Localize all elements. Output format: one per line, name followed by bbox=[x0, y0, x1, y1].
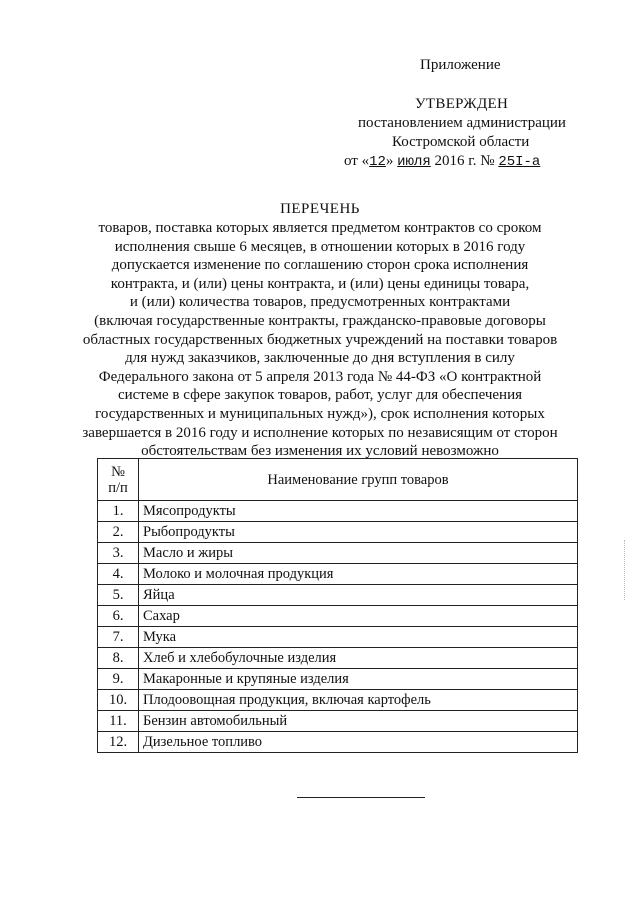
row-number: 6. bbox=[98, 606, 139, 627]
table-row bbox=[98, 543, 578, 564]
subtitle-line: товаров, поставка которых является предметом контрактов со сроком bbox=[98, 220, 542, 236]
document-title: ПЕРЕЧЕНЬ bbox=[280, 201, 360, 217]
row-number: 12. bbox=[98, 732, 139, 753]
subtitle-line: системе в сфере закупок товаров, работ, услуг для обеспечения bbox=[117, 387, 523, 404]
appendix-label: Приложение bbox=[420, 57, 501, 73]
approval-date-line bbox=[344, 152, 540, 172]
table-row bbox=[98, 732, 578, 753]
subtitle-line: исполнения свыше 6 месяцев, в отношении которых в 2016 году bbox=[114, 238, 526, 255]
header-name: Наименование групп товаров bbox=[139, 459, 578, 501]
subtitle-line: обстоятельствам без изменения их условий невозможно bbox=[141, 443, 499, 460]
date-prefix: от « bbox=[344, 153, 370, 169]
subtitle-line: государственных и муниципальных нужд»), срок исполнения которых bbox=[95, 405, 545, 422]
table-row bbox=[98, 690, 578, 711]
table-row bbox=[98, 669, 578, 690]
row-number: 10. bbox=[98, 690, 139, 711]
subtitle-line: допускается изменение по соглашению сторон срока исполнения bbox=[111, 257, 529, 274]
row-name: Сахар bbox=[139, 606, 578, 627]
row-name: Молоко и молочная продукция bbox=[139, 564, 578, 585]
subtitle-line: областных государственных бюджетных учреждений на поставки товаров bbox=[82, 331, 558, 348]
table-row bbox=[98, 711, 578, 732]
row-name: Яйца bbox=[139, 585, 578, 606]
subtitle-line: и (или) количества товаров, предусмотренных контрактами bbox=[129, 294, 511, 311]
date-year: 2016 г. № bbox=[434, 153, 495, 169]
document-subtitle bbox=[60, 219, 580, 461]
header-number bbox=[98, 459, 139, 501]
row-name: Мука bbox=[139, 627, 578, 648]
table-row bbox=[98, 585, 578, 606]
table-row bbox=[98, 606, 578, 627]
row-number: 9. bbox=[98, 669, 139, 690]
date-month: июля bbox=[397, 154, 431, 170]
subtitle-line: Федерального закона от 5 апреля 2013 года № 44-ФЗ «О контрактной bbox=[98, 368, 542, 385]
approval-line-region: Костромской области bbox=[392, 134, 530, 150]
decree-number: 25I-a bbox=[498, 154, 541, 170]
row-name: Мясопродукты bbox=[139, 501, 578, 522]
header-number-symbol: № bbox=[111, 463, 125, 480]
subtitle-line: для нужд заказчиков, заключенные до дня вступления в силу bbox=[125, 350, 515, 367]
table-header-row bbox=[98, 459, 578, 501]
row-number: 7. bbox=[98, 627, 139, 648]
row-number: 4. bbox=[98, 564, 139, 585]
row-name: Рыбопродукты bbox=[139, 522, 578, 543]
row-name: Дизельное топливо bbox=[139, 732, 578, 753]
approved-heading: УТВЕРЖДЕН bbox=[415, 96, 509, 112]
subtitle-line: контракта, и (или) цены контракта, и (или) цены единицы товара, bbox=[110, 275, 530, 292]
scan-margin-artifact bbox=[624, 540, 627, 600]
header-number-abbr: п/п bbox=[108, 479, 128, 496]
row-name: Макаронные и крупяные изделия bbox=[139, 669, 578, 690]
table-row bbox=[98, 627, 578, 648]
goods-table bbox=[97, 458, 578, 753]
row-name: Бензин автомобильный bbox=[139, 711, 578, 732]
date-day: 12 bbox=[369, 154, 386, 170]
row-number: 1. bbox=[98, 501, 139, 522]
subtitle-line: завершается в 2016 году и исполнение которых по независящим от сторон bbox=[82, 424, 558, 441]
row-number: 2. bbox=[98, 522, 139, 543]
table-row bbox=[98, 648, 578, 669]
table-row bbox=[98, 522, 578, 543]
row-number: 3. bbox=[98, 543, 139, 564]
approval-line-decree: постановлением администрации bbox=[358, 115, 566, 131]
row-name: Масло и жиры bbox=[139, 543, 578, 564]
row-name: Плодоовощная продукция, включая картофель bbox=[139, 690, 578, 711]
subtitle-line: (включая государственные контракты, гражданско-правовые договоры bbox=[94, 312, 546, 329]
row-number: 5. bbox=[98, 585, 139, 606]
row-name: Хлеб и хлебобулочные изделия bbox=[139, 648, 578, 669]
table-row bbox=[98, 501, 578, 522]
row-number: 8. bbox=[98, 648, 139, 669]
row-number: 11. bbox=[98, 711, 139, 732]
date-mid: » bbox=[385, 153, 394, 169]
table-row bbox=[98, 564, 578, 585]
end-divider bbox=[297, 797, 425, 798]
